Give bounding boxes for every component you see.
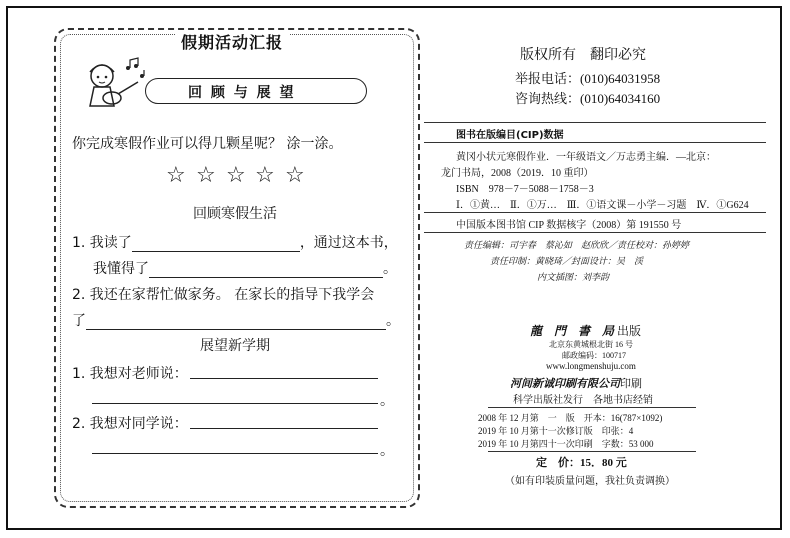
cip-title-rule bbox=[424, 142, 766, 143]
illustration-line: 内文插图：刘李韵 bbox=[537, 272, 610, 282]
item1-b-suffix: 。 bbox=[383, 261, 397, 277]
editor-line: 责任编辑：司宇春 蔡沁如 赵欣欣／责任校对：孙婷婷 bbox=[464, 240, 690, 250]
publisher bbox=[530, 322, 641, 339]
cip-line-1: 黄冈小状元寒假作业．一年级语文／万志勇主编．—北京： bbox=[456, 152, 716, 163]
item1-a-suffix: ，通过这本书， bbox=[299, 235, 398, 251]
item1-line-a bbox=[72, 232, 398, 252]
book-name-blank[interactable] bbox=[132, 237, 300, 252]
publisher-website: www.longmenshuju.com bbox=[546, 361, 636, 371]
banner-title: 回 顾 与 展 望 bbox=[188, 85, 296, 101]
item4-prefix: 2. 我想对同学说： bbox=[72, 416, 188, 432]
publisher-name: 龍 門 書 局 bbox=[530, 324, 615, 338]
item4-period: 。 bbox=[380, 443, 394, 459]
star-3[interactable]: ☆ bbox=[226, 163, 246, 188]
section-outlook-title: 展望新学期 bbox=[200, 338, 270, 354]
cip-title: 图书在版编目(CIP)数据 bbox=[456, 130, 564, 141]
cip-line-4: Ⅰ．①黄… Ⅱ．①万… Ⅲ．①语文课－小学－习题 Ⅳ．①G624 bbox=[456, 200, 749, 211]
classmate-blank-2[interactable] bbox=[92, 453, 378, 454]
teacher-blank-2[interactable] bbox=[92, 403, 378, 404]
cip-end-rule bbox=[424, 232, 766, 233]
publisher-address: 北京东黄城根北街 16 号 bbox=[549, 340, 633, 349]
printer-name: 河间新诚印刷有限公司 bbox=[510, 378, 620, 390]
star-2[interactable]: ☆ bbox=[196, 163, 216, 188]
printer bbox=[510, 375, 642, 391]
item2-b-suffix: 。 bbox=[386, 313, 400, 329]
print-line: 责任印制：黄晓琦／封面设计：吴 渓 bbox=[490, 256, 644, 266]
teacher-blank-1[interactable] bbox=[190, 378, 378, 379]
star-1[interactable]: ☆ bbox=[166, 163, 186, 188]
star-5[interactable]: ☆ bbox=[285, 163, 305, 188]
edition-line-3: 2019 年 10 月第四十一次印刷 字数：53 000 bbox=[478, 439, 654, 449]
item2-line-a: 2. 我还在家帮忙做家务。 在家长的指导下我学会 bbox=[72, 287, 375, 303]
star-question: 你完成寒假作业可以得几颗星呢？ 涂一涂。 bbox=[72, 136, 343, 152]
item1-line-b bbox=[93, 258, 397, 278]
publisher-postcode: 邮政编码：100717 bbox=[562, 351, 626, 360]
distribution: 科学出版社发行 各地书店经销 bbox=[513, 395, 653, 406]
edition-rule bbox=[488, 451, 696, 452]
item2-b-prefix: 了 bbox=[72, 313, 86, 329]
distribution-rule bbox=[488, 407, 696, 408]
cip-line-2: 龙门书局，2008（2019．10 重印） bbox=[441, 168, 594, 179]
classmate-blank-1[interactable] bbox=[190, 428, 378, 429]
printer-suffix: 印刷 bbox=[620, 378, 642, 390]
consult-phone: 咨询热线：(010)64034160 bbox=[515, 91, 661, 106]
edition-line-1: 2008 年 12 月第 一 版 开本：16(787×1092) bbox=[478, 413, 663, 423]
price: 定 价：15．80 元 bbox=[536, 457, 627, 469]
section-review-title: 回顾寒假生活 bbox=[193, 206, 277, 222]
item3-period: 。 bbox=[380, 393, 394, 409]
item2-line-b bbox=[72, 310, 400, 330]
star-4[interactable]: ☆ bbox=[255, 163, 275, 188]
item1-b-prefix: 我懂得了 bbox=[93, 261, 149, 277]
cip-top-rule bbox=[424, 122, 766, 123]
cip-line-3: ISBN 978－7－5088－1758－3 bbox=[456, 184, 594, 195]
item3-prefix: 1. 我想对老师说： bbox=[72, 366, 188, 382]
page-header: 假期活动汇报 bbox=[175, 30, 289, 53]
quality-note: （如有印装质量问题，我社负责调换） bbox=[505, 476, 675, 487]
girl-guitar-illustration bbox=[72, 56, 158, 112]
learned-blank[interactable] bbox=[149, 263, 383, 278]
chore-blank[interactable] bbox=[86, 315, 386, 330]
edition-line-2: 2019 年 10 月第十一次修订版 印张：4 bbox=[478, 426, 634, 436]
cip-line-5: 中国版本图书馆 CIP 数据核字（2008）第 191550 号 bbox=[456, 220, 682, 231]
publisher-suffix: 出版 bbox=[617, 324, 642, 338]
item1-a-prefix: 1. 我读了 bbox=[72, 235, 132, 251]
cip-bottom-rule bbox=[424, 212, 766, 213]
report-phone: 举报电话：(010)64031958 bbox=[515, 71, 661, 86]
copyright-notice: 版权所有 翻印必究 bbox=[520, 48, 646, 63]
